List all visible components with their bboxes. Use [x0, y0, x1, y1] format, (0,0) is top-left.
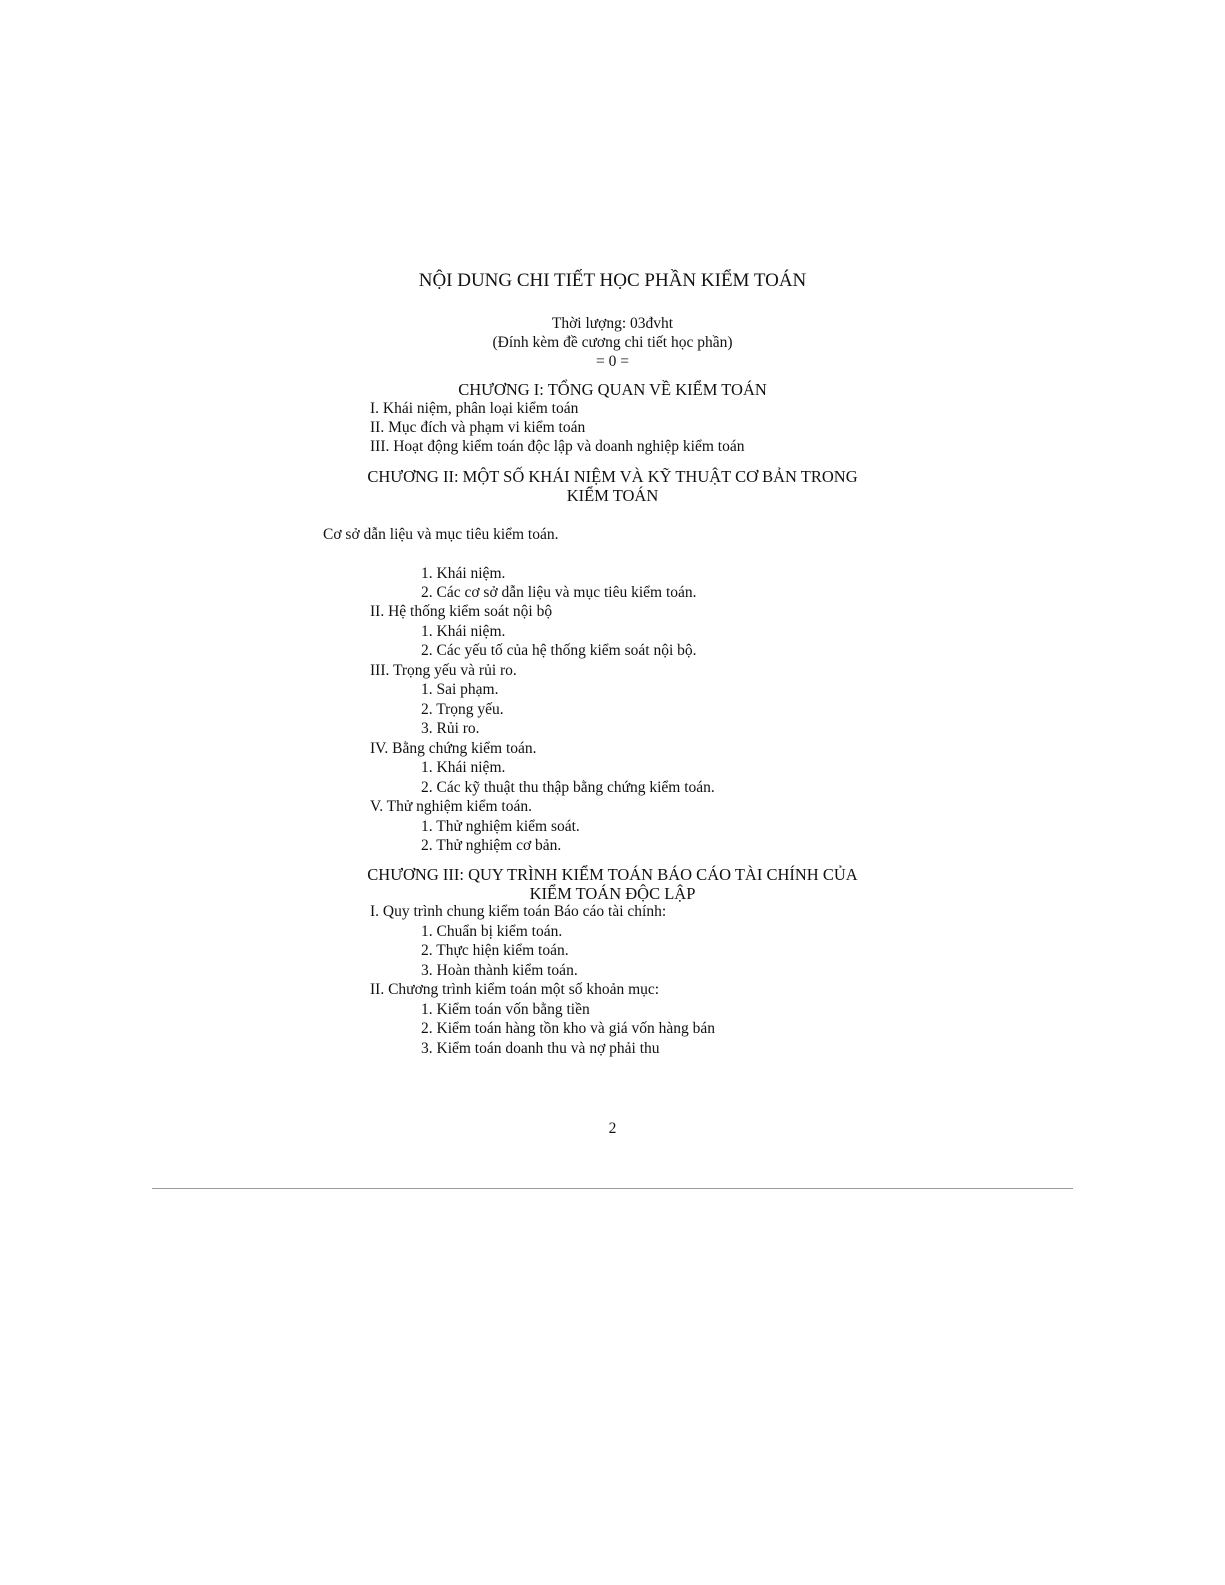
chapter3-section-1-title: I. Quy trình chung kiểm toán Báo cáo tài chính: — [370, 903, 667, 920]
page-number: 2 — [608, 1120, 617, 1137]
document-title: NỘI DUNG CHI TIẾT HỌC PHẦN KIỂM TOÁN — [418, 270, 807, 291]
chapter3-section-1-subitem-3: 3. Hoàn thành kiểm toán. — [421, 962, 578, 979]
chapter3-section-2-subitem-2: 2. Kiểm toán hàng tồn kho và giá vốn hàng bán — [421, 1020, 716, 1037]
chapter2-intro: Cơ sở dẫn liệu và mục tiêu kiểm toán. — [323, 526, 559, 543]
chapter2-heading-line2: KIỂM TOÁN — [566, 486, 659, 505]
chapter2-section-4-title: IV. Bằng chứng kiểm toán. — [370, 740, 537, 757]
chapter2-section-3-subitem-2: 2. Trọng yếu. — [421, 701, 504, 718]
chapter3-section-1-subitem-2: 2. Thực hiện kiểm toán. — [421, 942, 569, 959]
duration-text: Thời lượng: 03đvht — [551, 315, 674, 332]
chapter2-section-3-title: III. Trọng yếu và rủi ro. — [370, 662, 517, 679]
chapter2-intro-subitem-2: 2. Các cơ sở dẫn liệu và mục tiêu kiểm toán. — [421, 584, 697, 601]
chapter3-section-2-title: II. Chương trình kiểm toán một số khoản mục: — [370, 981, 660, 998]
chapter2-section-2-title: II. Hệ thống kiểm soát nội bộ — [370, 603, 553, 620]
chapter2-heading-line1: CHƯƠNG II: MỘT SỐ KHÁI NIỆM VÀ KỸ THUẬT CƠ BẢN TRONG — [367, 467, 858, 486]
chapter2-section-2-subitem-2: 2. Các yếu tố của hệ thống kiểm soát nội bộ. — [421, 642, 697, 659]
chapter2-section-2-subitem-1: 1. Khái niệm. — [421, 623, 506, 640]
chapter3-section-2-subitem-1: 1. Kiểm toán vốn bằng tiền — [421, 1001, 590, 1018]
chapter2-intro-subitem-1: 1. Khái niệm. — [421, 565, 506, 582]
chapter3-section-2-subitem-3: 3. Kiểm toán doanh thu và nợ phải thu — [421, 1040, 660, 1057]
attachment-note: (Đính kèm đề cương chi tiết học phần) — [492, 334, 733, 351]
chapter3-section-1-subitem-1: 1. Chuẩn bị kiểm toán. — [421, 923, 563, 940]
chapter3-heading-line1: CHƯƠNG III: QUY TRÌNH KIỂM TOÁN BÁO CÁO TÀI CHÍNH CỦA — [367, 865, 858, 884]
chapter3-heading-line2: KIỂM TOÁN ĐỘC LẬP — [529, 884, 696, 903]
chapter2-section-4-subitem-1: 1. Khái niệm. — [421, 759, 506, 776]
page-divider — [152, 1188, 1073, 1189]
chapter2-section-5-subitem-2: 2. Thử nghiệm cơ bản. — [421, 837, 562, 854]
chapter2-section-3-subitem-1: 1. Sai phạm. — [421, 681, 499, 698]
chapter2-section-5-title: V. Thử nghiệm kiểm toán. — [370, 798, 532, 815]
chapter1-item-1: I. Khái niệm, phân loại kiểm toán — [370, 400, 579, 417]
chapter1-item-2: II. Mục đích và phạm vi kiểm toán — [370, 419, 586, 436]
chapter2-section-3-subitem-3: 3. Rủi ro. — [421, 720, 480, 737]
separator-text: = 0 = — [596, 353, 629, 370]
chapter2-section-5-subitem-1: 1. Thử nghiệm kiểm soát. — [421, 818, 580, 835]
chapter1-heading: CHƯƠNG I: TỔNG QUAN VỀ KIỂM TOÁN — [458, 380, 767, 399]
chapter1-item-3: III. Hoạt động kiểm toán độc lập và doanh nghiệp kiểm toán — [370, 438, 745, 455]
chapter2-section-4-subitem-2: 2. Các kỹ thuật thu thập bằng chứng kiểm toán. — [421, 779, 715, 796]
